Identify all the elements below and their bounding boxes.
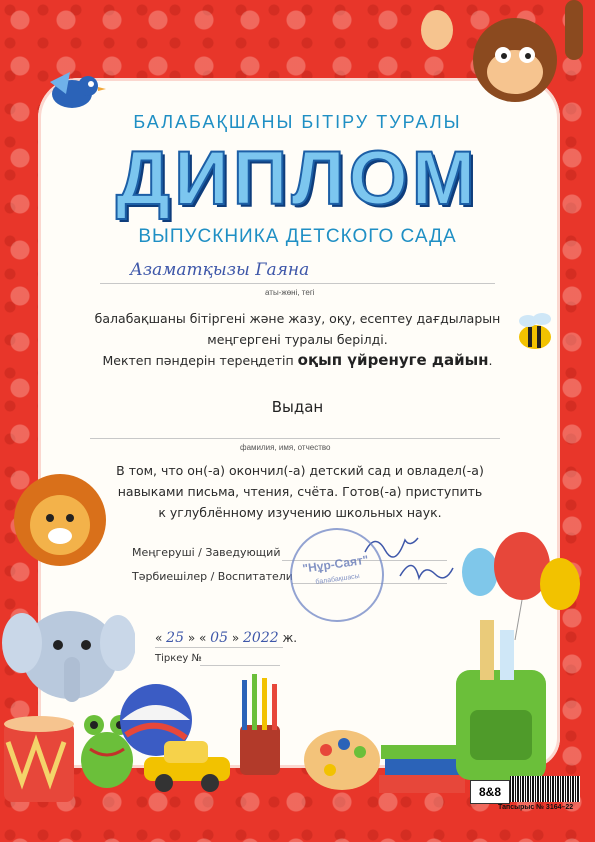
header-line2: ВЫПУСКНИКА ДЕТСКОГО САДА [138,226,457,247]
name-line [100,283,495,284]
issued-label: Выдан [271,398,324,416]
ru-line3: к углублённому изучению школьных наук. [158,505,442,520]
ru-line2: навыками письма, чтения, счёта. Готов(-а) приступить [117,484,483,499]
teacher-signature [395,556,455,586]
date-month: 05 [210,630,228,646]
paint-palette-icon [300,720,385,795]
russian-text [85,460,515,523]
teacher-label: Тәрбиешілер / Воспитатели [132,570,293,583]
header-line1: БАЛАБАҚШАНЫ БІТІРУ ТУРАЛЫ [133,112,462,132]
date-day: 25 [166,630,184,646]
diploma-title: ДИПЛОМ [115,136,480,221]
stamp-title: "Нұр-Саят" [301,552,370,576]
kz-line3-strong: оқып үйренуге дайын [297,351,489,369]
kz-line3-suffix: . [488,353,493,368]
registry-line [200,665,280,666]
elephant-icon [0,595,135,715]
date-quote-close-month: » [231,631,240,645]
ru-line1: В том, что он(-а) окончил(-а) детский сад и овладел(-а) [116,463,484,478]
name-caption: аты-жөні, тегі [265,288,315,297]
barcode [510,776,580,802]
kz-line2: меңгергені туралы берілді. [207,332,388,347]
director-label: Меңгеруші / Заведующий [132,546,281,559]
date-quote-open-day: « [155,631,163,645]
graduate-name: Азаматқызы Гаяна [130,260,310,280]
monkey-icon [415,0,595,110]
date-year: 2022 [243,630,279,646]
date-suffix: ж. [282,631,298,645]
date-line [155,647,283,648]
date-quote-open-month: « [199,631,207,645]
date-quote-close-day: » [187,631,196,645]
order-number: Тапсырыс № 3164–22 [498,804,574,811]
date-row [155,630,297,646]
balloons-icon [460,530,590,640]
publisher-logo: 8&8 [470,780,510,804]
issued-line [90,438,500,439]
registry-label: Тіркеу № [155,653,202,664]
kazakh-text [60,308,535,371]
kz-line1: балабақшаны бітіргені және жазу, оқу, есептеу дағдыларын [94,311,501,326]
drum-icon [0,712,80,807]
kz-line3-prefix: Мектеп пәндерін тереңдетіп [102,353,298,368]
issued-caption: фамилия, имя, отчество [240,443,331,452]
toy-car-icon [140,735,235,795]
kz-line3 [60,350,535,371]
stamp-subtitle: балабақшасы [315,572,361,587]
pencil-pot-icon [230,670,290,780]
